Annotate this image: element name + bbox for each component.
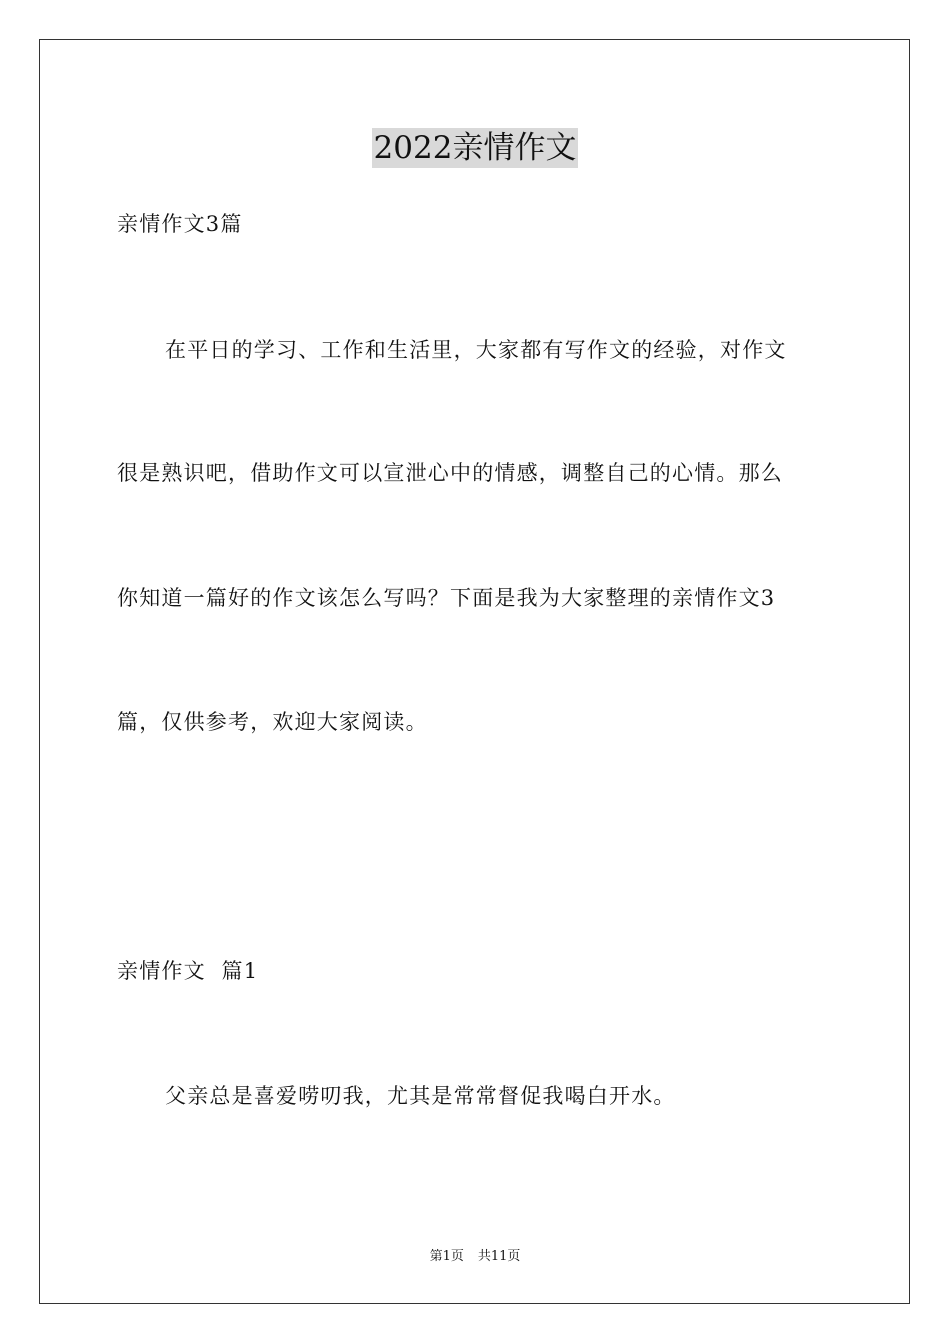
page-footer: [0, 1248, 950, 1266]
page-total: 共11页: [477, 1249, 521, 1264]
subtitle: 亲情作文3篇: [117, 212, 243, 236]
page-number: 第1页: [429, 1249, 464, 1264]
intro-line-2: 很是熟识吧，借助作文可以宣泄心中的情感，调整自己的心情。那么: [117, 461, 783, 485]
intro-line-4: 篇，仅供参考，欢迎大家阅读。: [117, 710, 428, 734]
section-heading: 亲情作文 篇1: [117, 959, 259, 983]
section-first-line: 父亲总是喜爱唠叨我，尤其是常常督促我喝白开水。: [165, 1084, 676, 1108]
document-title-block: [0, 128, 950, 168]
document-title: 2022亲情作文: [373, 130, 577, 166]
intro-line-1: 在平日的学习、工作和生活里，大家都有写作文的经验，对作文: [165, 338, 787, 362]
intro-line-3: 你知道一篇好的作文该怎么写吗？下面是我为大家整理的亲情作文3: [117, 586, 776, 610]
